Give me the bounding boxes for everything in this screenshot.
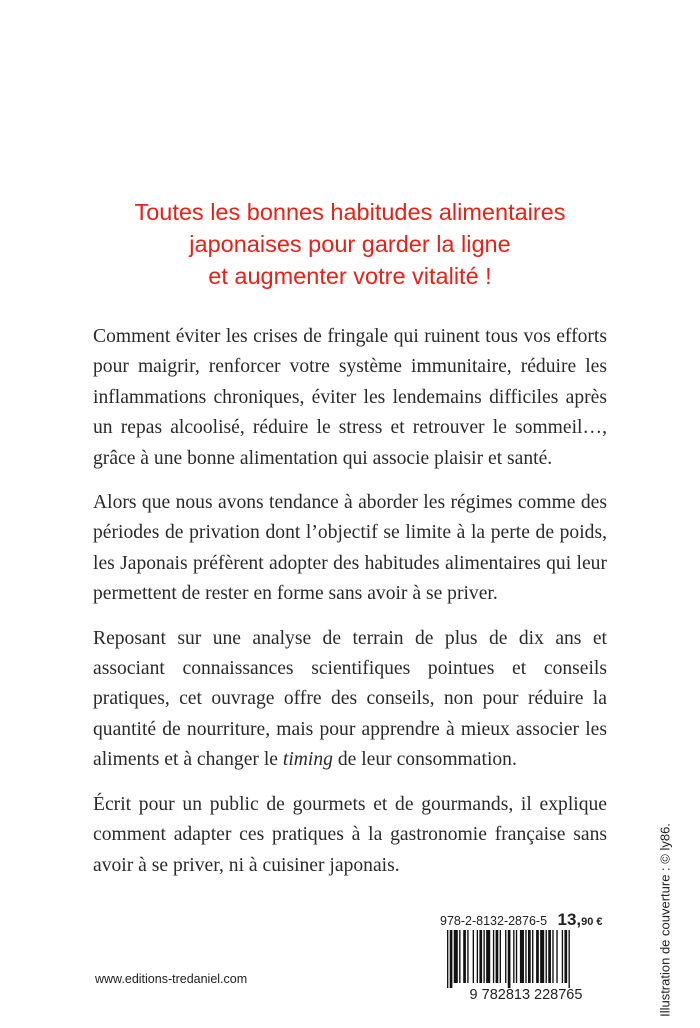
- barcode-bar: [564, 930, 567, 983]
- barcode-bar: [552, 930, 553, 983]
- publisher-website: www.editions-tredaniel.com: [95, 972, 248, 986]
- tagline: [60, 196, 640, 292]
- price-main: 13,: [557, 910, 582, 929]
- paragraph-2: Alors que nous avons tendance à aborder les régimes comme des périodes de privation dont l’objectif se limite à la perte de poids, les Japonais préfèrent adopter des habitudes alimentaires qui leur permettent de rester en forme sans avoir à se priver.: [93, 492, 607, 605]
- barcode-bar: [525, 930, 526, 983]
- tagline-line-2: japonaises pour garder la ligne: [189, 231, 511, 257]
- barcode-bar: [532, 930, 533, 983]
- description: [93, 322, 607, 895]
- barcode-bar: [493, 930, 494, 983]
- barcode-bar: [454, 930, 458, 983]
- barcode-bar: [473, 930, 474, 983]
- barcode-bar: [450, 930, 453, 988]
- price: [557, 910, 602, 929]
- barcode-bar: [548, 930, 551, 983]
- barcode-bar: [536, 930, 539, 983]
- cover-credit-text: Illustration de couverture : © ly86.: [657, 823, 673, 1017]
- paragraph-3: [93, 624, 607, 776]
- tagline-line-3: et augmenter votre vitalité !: [208, 263, 492, 289]
- barcode-bar: [500, 930, 501, 983]
- barcode-bar: [459, 930, 460, 983]
- barcode-bar: [483, 930, 484, 983]
- barcode-bars: [447, 930, 570, 988]
- barcode-bar: [477, 930, 478, 983]
- barcode-bar: [463, 930, 466, 983]
- barcode-bar: [467, 930, 468, 983]
- barcode-bar: [486, 930, 490, 983]
- paragraph-3-end: de leur consommation.: [332, 749, 517, 771]
- barcode-bar: [520, 930, 524, 983]
- barcode-bar: [505, 930, 506, 983]
- tagline-line-1: Toutes les bonnes habitudes alimentaires: [134, 199, 566, 225]
- barcode-bar: [540, 930, 544, 983]
- barcode-bar: [479, 930, 482, 983]
- price-cents: 90 €: [581, 916, 603, 928]
- paragraph-4: Écrit pour un public de gourmets et de gourmands, il explique comment adapter ces pratiques à la gastronomie française sans avoir à se priver, ni à cuisiner japonais.: [93, 793, 607, 876]
- barcode-bar: [508, 930, 511, 988]
- paragraph-1: Comment éviter les crises de fringale qui ruinent tous vos efforts pour maigrir, renforcer votre système immunitaire, réduire les inflammations chroniques, éviter les lendemains difficiles après un repas alcoolisé, réduire le stress et retrouver le sommeil…, grâce à une bonne alimentation qui associe plaisir et santé.: [93, 326, 607, 469]
- barcode-bar: [447, 930, 448, 988]
- barcode-bar: [569, 930, 570, 988]
- barcode-number: 9 782813 228765: [469, 987, 583, 1002]
- isbn-price-line: [440, 910, 603, 930]
- barcode-bar: [528, 930, 531, 983]
- timing-emphasis: timing: [282, 749, 333, 771]
- barcode-bar: [546, 930, 547, 983]
- barcode-bar: [556, 930, 557, 983]
- barcode-bar: [516, 930, 517, 983]
- barcode-bar: [562, 930, 563, 983]
- cover-credit: [645, 823, 685, 1017]
- isbn: 978-2-8132-2876-5: [440, 914, 548, 928]
- barcode: [437, 930, 615, 1002]
- paragraph-3-start: Reposant sur une analyse de terrain de plus de dix ans et associant connaissances scientifiques pointues et conseils pratiques, cet ouvrage offre des conseils, non pour réduire la quantité de nourriture, mais pour apprendre à mieux associer les aliments et à changer le: [93, 627, 607, 771]
- barcode-bar: [513, 930, 514, 983]
- barcode-bar: [496, 930, 499, 983]
